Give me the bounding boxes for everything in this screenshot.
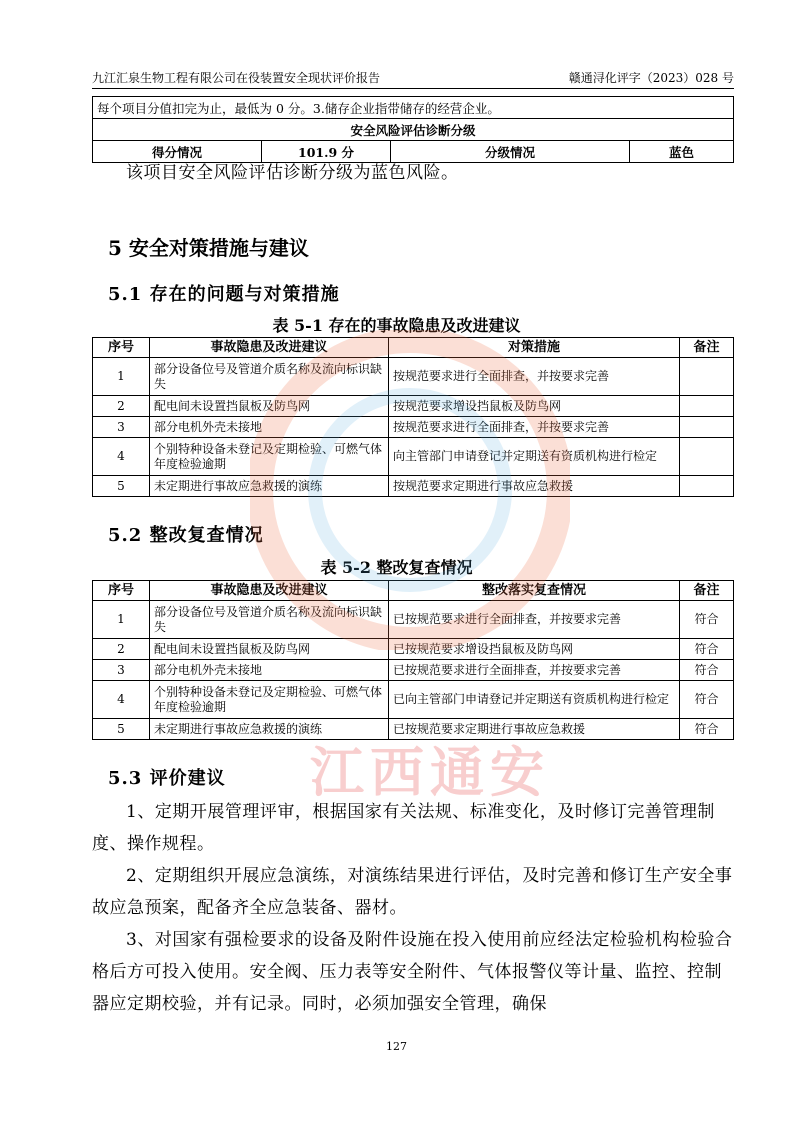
table-5-1-caption: 表 5-1 存在的事故隐患及改进建议	[272, 316, 521, 335]
section-5-1-heading: 5.1 存在的问题与对策措施	[108, 284, 340, 305]
row-number: 5	[93, 719, 150, 740]
table-header-row	[93, 581, 734, 601]
recommendation-paragraph-3: 3、对国家有强检要求的设备及附件设施在投入使用前应经法定检验机构检验合格后方可投入使用。安全阀、压力表等安全附件、气体报警仪等计量、监控、控制器应定期校验，并有记录。同时，必须加强安全管理，确保	[92, 930, 733, 1014]
table-row	[93, 358, 734, 396]
section-5-3-heading: 5.3 评价建议	[108, 768, 226, 789]
summary-note: 每个项目分值扣完为止，最低为 0 分。3.储存企业指带储存的经营企业。	[93, 97, 734, 119]
score-label: 得分情况	[93, 141, 262, 163]
col-header-no: 序号	[93, 338, 150, 358]
row-number: 3	[93, 660, 150, 681]
table-row	[93, 660, 734, 681]
col-header-remark: 备注	[680, 581, 734, 601]
row-issue: 个别特种设备未登记及定期检验、可燃气体年度检验逾期	[150, 681, 389, 719]
row-issue: 配电间未设置挡鼠板及防鸟网	[150, 396, 389, 417]
row-number: 4	[93, 438, 150, 476]
row-review: 已向主管部门申请登记并定期送有资质机构进行检定	[389, 681, 680, 719]
row-issue: 部分电机外壳未接地	[150, 417, 389, 438]
row-number: 2	[93, 396, 150, 417]
recommendation-paragraph-2: 2、定期组织开展应急演练，对演练结果进行评估，及时完善和修订生产安全事故应急预案，配备齐全应急装备、器材。	[92, 866, 733, 918]
col-header-issue: 事故隐患及改进建议	[150, 581, 389, 601]
row-issue: 部分设备位号及管道介质名称及流向标识缺失	[150, 358, 389, 396]
row-remark	[680, 396, 734, 417]
col-header-no: 序号	[93, 581, 150, 601]
row-remark: 符合	[680, 639, 734, 660]
row-issue: 部分电机外壳未接地	[150, 660, 389, 681]
row-issue: 个别特种设备未登记及定期检验、可燃气体年度检验逾期	[150, 438, 389, 476]
row-remark: 符合	[680, 719, 734, 740]
grade-value: 蓝色	[630, 141, 734, 163]
table-5-2	[92, 580, 734, 740]
row-number: 1	[93, 358, 150, 396]
table-row	[93, 438, 734, 476]
row-issue: 未定期进行事故应急救援的演练	[150, 476, 389, 497]
grade-label: 分级情况	[391, 141, 630, 163]
table-row	[93, 719, 734, 740]
row-measure: 按规范要求进行全面排查，并按要求完善	[389, 358, 680, 396]
section-5-2-heading: 5.2 整改复查情况	[108, 525, 264, 546]
summary-title: 安全风险评估诊断分级	[93, 119, 734, 141]
table-row	[93, 396, 734, 417]
row-review: 已按规范要求进行全面排查，并按要求完善	[389, 601, 680, 639]
header-report-number: 赣通浔化评字（2023）028 号	[568, 71, 734, 85]
row-number: 5	[93, 476, 150, 497]
row-review: 已按规范要求进行全面排查，并按要求完善	[389, 660, 680, 681]
running-header	[92, 68, 734, 89]
row-remark: 符合	[680, 660, 734, 681]
page-number: 127	[386, 1040, 407, 1053]
table-5-1	[92, 337, 734, 497]
row-number: 3	[93, 417, 150, 438]
row-issue: 未定期进行事故应急救援的演练	[150, 719, 389, 740]
row-issue: 部分设备位号及管道介质名称及流向标识缺失	[150, 601, 389, 639]
row-number: 2	[93, 639, 150, 660]
row-review: 已按规范要求增设挡鼠板及防鸟网	[389, 639, 680, 660]
col-header-remark: 备注	[680, 338, 734, 358]
row-measure: 按规范要求定期进行事故应急救援	[389, 476, 680, 497]
table-row	[93, 417, 734, 438]
row-number: 4	[93, 681, 150, 719]
row-remark	[680, 438, 734, 476]
col-header-measure: 对策措施	[389, 338, 680, 358]
header-report-title: 九江汇泉生物工程有限公司在役装置安全现状评价报告	[92, 71, 381, 85]
row-issue: 配电间未设置挡鼠板及防鸟网	[150, 639, 389, 660]
row-measure: 按规范要求进行全面排查，并按要求完善	[389, 417, 680, 438]
section-5-heading: 5 安全对策措施与建议	[108, 236, 309, 260]
table-5-2-caption: 表 5-2 整改复查情况	[320, 558, 473, 577]
score-value: 101.9 分	[262, 141, 391, 163]
table-row	[93, 476, 734, 497]
conclusion-paragraph: 该项目安全风险评估诊断分级为蓝色风险。	[126, 163, 459, 183]
watermark-text: 江西通安	[310, 741, 550, 804]
row-number: 1	[93, 601, 150, 639]
table-header-row	[93, 338, 734, 358]
row-remark	[680, 358, 734, 396]
table-row	[93, 601, 734, 639]
col-header-review: 整改落实复查情况	[389, 581, 680, 601]
row-remark: 符合	[680, 681, 734, 719]
recommendation-paragraph-1: 1、定期开展管理评审，根据国家有关法规、标准变化，及时修订完善管理制度、操作规程。	[92, 802, 715, 854]
table-row	[93, 681, 734, 719]
row-measure: 向主管部门申请登记并定期送有资质机构进行检定	[389, 438, 680, 476]
risk-summary-table	[92, 96, 734, 163]
row-measure: 按规范要求增设挡鼠板及防鸟网	[389, 396, 680, 417]
col-header-issue: 事故隐患及改进建议	[150, 338, 389, 358]
row-remark: 符合	[680, 601, 734, 639]
row-remark	[680, 417, 734, 438]
row-review: 已按规范要求定期进行事故应急救援	[389, 719, 680, 740]
table-row	[93, 639, 734, 660]
row-remark	[680, 476, 734, 497]
